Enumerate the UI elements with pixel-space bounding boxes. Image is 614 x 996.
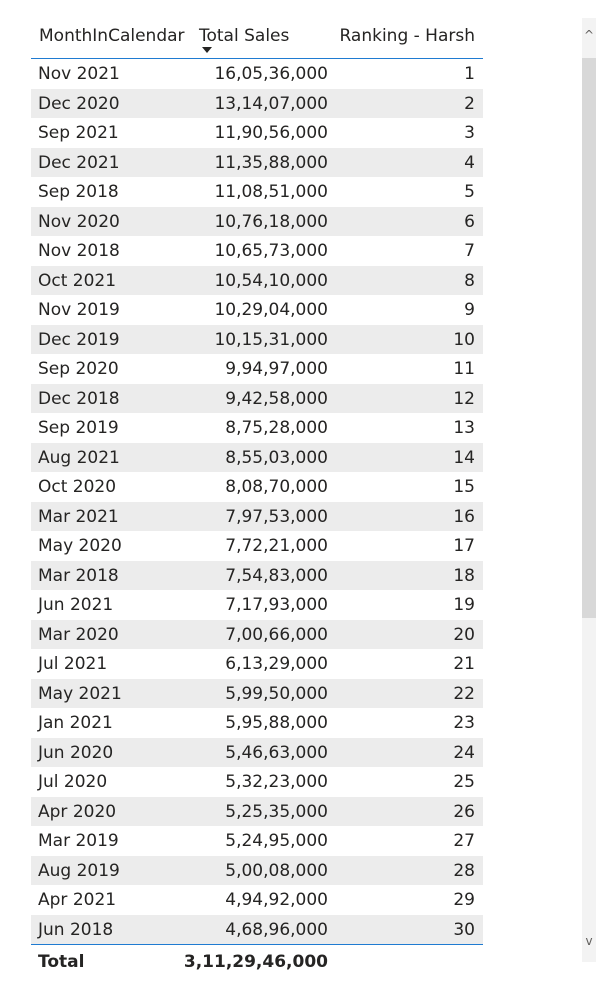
cell-ranking: 16 xyxy=(453,506,475,527)
table-row[interactable] xyxy=(31,148,483,178)
table-body xyxy=(31,59,483,944)
cell-ranking: 7 xyxy=(464,241,475,261)
table-row[interactable] xyxy=(31,885,483,915)
cell-total-sales: 16,05,36,000 xyxy=(214,64,328,84)
cell-ranking: 25 xyxy=(453,772,475,792)
cell-month: Oct 2021 xyxy=(38,270,117,291)
table-total-row xyxy=(31,944,483,977)
cell-ranking: 8 xyxy=(464,270,475,291)
cell-month: Nov 2018 xyxy=(38,241,120,261)
table-row[interactable] xyxy=(31,354,483,384)
cell-total-sales: 5,95,88,000 xyxy=(225,713,328,733)
cell-ranking: 24 xyxy=(453,742,475,763)
cell-month: Dec 2020 xyxy=(38,93,120,114)
cell-total-sales: 10,29,04,000 xyxy=(214,300,328,320)
table-row[interactable] xyxy=(31,325,483,355)
cell-total-sales: 4,94,92,000 xyxy=(225,890,328,910)
cell-month: Dec 2021 xyxy=(38,152,120,173)
table-row[interactable] xyxy=(31,472,483,502)
table-row[interactable] xyxy=(31,561,483,591)
table-row[interactable] xyxy=(31,856,483,886)
cell-total-sales: 5,25,35,000 xyxy=(225,801,328,822)
table-row[interactable] xyxy=(31,207,483,237)
cell-ranking: 18 xyxy=(453,565,475,586)
cell-total-sales: 7,72,21,000 xyxy=(225,536,328,556)
cell-ranking: 22 xyxy=(453,683,475,704)
cell-total-sales: 5,99,50,000 xyxy=(225,683,328,704)
cell-ranking: 9 xyxy=(464,300,475,320)
cell-month: Mar 2018 xyxy=(38,565,119,586)
cell-total-sales: 8,55,03,000 xyxy=(225,447,328,468)
table-row[interactable] xyxy=(31,531,483,561)
cell-month: Mar 2020 xyxy=(38,624,119,645)
cell-month: Sep 2021 xyxy=(38,123,119,143)
cell-total-sales: 10,54,10,000 xyxy=(214,270,328,291)
cell-month: Nov 2020 xyxy=(38,211,120,232)
table-row[interactable] xyxy=(31,649,483,679)
cell-total-sales: 6,13,29,000 xyxy=(225,654,328,674)
cell-month: Nov 2021 xyxy=(38,64,120,84)
cell-month: Jan 2021 xyxy=(38,713,113,733)
table-row[interactable] xyxy=(31,767,483,797)
cell-month: Sep 2019 xyxy=(38,418,119,438)
cell-month: Nov 2019 xyxy=(38,300,120,320)
cell-total-sales: 11,08,51,000 xyxy=(214,182,328,202)
cell-ranking: 23 xyxy=(453,713,475,733)
cell-month: Jun 2020 xyxy=(38,742,114,763)
table-row[interactable] xyxy=(31,266,483,296)
table-row[interactable] xyxy=(31,679,483,709)
table-row[interactable] xyxy=(31,118,483,148)
sort-descending-icon[interactable] xyxy=(202,47,212,53)
table-row[interactable] xyxy=(31,443,483,473)
cell-ranking: 20 xyxy=(453,624,475,645)
cell-ranking: 30 xyxy=(453,919,475,940)
table-row[interactable] xyxy=(31,826,483,856)
cell-month: Aug 2021 xyxy=(38,447,120,468)
cell-ranking: 19 xyxy=(453,595,475,615)
cell-ranking: 29 xyxy=(453,890,475,910)
cell-total-sales: 11,90,56,000 xyxy=(214,123,328,143)
table-row[interactable] xyxy=(31,236,483,266)
cell-ranking: 2 xyxy=(464,93,475,114)
cell-month: Jul 2020 xyxy=(38,772,108,792)
cell-month: Sep 2018 xyxy=(38,182,119,202)
scrollbar-thumb[interactable] xyxy=(582,58,596,618)
cell-month: Dec 2019 xyxy=(38,329,120,350)
total-sales-value: 3,11,29,46,000 xyxy=(183,952,328,972)
cell-ranking: 26 xyxy=(453,801,475,822)
cell-ranking: 12 xyxy=(453,388,475,409)
cell-month: Mar 2021 xyxy=(38,506,119,527)
table-row[interactable] xyxy=(31,177,483,207)
cell-month: May 2020 xyxy=(38,536,122,556)
cell-total-sales: 5,24,95,000 xyxy=(225,831,328,851)
cell-total-sales: 7,17,93,000 xyxy=(225,595,328,615)
cell-ranking: 1 xyxy=(464,64,475,84)
cell-total-sales: 9,42,58,000 xyxy=(225,388,328,409)
cell-month: Oct 2020 xyxy=(38,477,117,497)
table-row[interactable] xyxy=(31,384,483,414)
cell-ranking: 5 xyxy=(464,182,475,202)
cell-month: Jun 2021 xyxy=(38,595,114,615)
cell-total-sales: 11,35,88,000 xyxy=(214,152,328,173)
vertical-scrollbar[interactable] xyxy=(582,18,596,962)
cell-month: Jul 2021 xyxy=(38,654,108,674)
table-row[interactable] xyxy=(31,89,483,119)
table-row[interactable] xyxy=(31,413,483,443)
cell-total-sales: 5,46,63,000 xyxy=(225,742,328,763)
cell-ranking: 6 xyxy=(464,211,475,232)
cell-total-sales: 13,14,07,000 xyxy=(214,93,328,114)
cell-ranking: 4 xyxy=(464,152,475,173)
total-label: Total xyxy=(38,952,85,972)
cell-ranking: 15 xyxy=(453,477,475,497)
cell-ranking: 11 xyxy=(453,359,475,379)
cell-ranking: 3 xyxy=(464,123,475,143)
cell-month: Apr 2021 xyxy=(38,890,117,910)
scroll-down-icon[interactable]: v xyxy=(585,934,593,948)
table-row[interactable] xyxy=(31,738,483,768)
cell-total-sales: 7,00,66,000 xyxy=(225,624,328,645)
table-row[interactable] xyxy=(31,620,483,650)
table-row[interactable] xyxy=(31,708,483,738)
cell-month: Apr 2020 xyxy=(38,801,117,822)
cell-month: Dec 2018 xyxy=(38,388,120,409)
cell-total-sales: 4,68,96,000 xyxy=(225,919,328,940)
cell-total-sales: 10,76,18,000 xyxy=(214,211,328,232)
column-header-ranking[interactable]: Ranking - Harsh xyxy=(339,26,475,46)
table-row[interactable] xyxy=(31,59,483,89)
cell-total-sales: 7,54,83,000 xyxy=(225,565,328,586)
cell-ranking: 28 xyxy=(453,860,475,881)
cell-total-sales: 8,08,70,000 xyxy=(225,477,328,497)
cell-month: Aug 2019 xyxy=(38,860,120,881)
cell-month: May 2021 xyxy=(38,683,122,704)
cell-total-sales: 8,75,28,000 xyxy=(225,418,328,438)
cell-month: Sep 2020 xyxy=(38,359,119,379)
cell-total-sales: 10,15,31,000 xyxy=(214,329,328,350)
cell-ranking: 17 xyxy=(453,536,475,556)
sales-ranking-table xyxy=(31,18,483,977)
cell-total-sales: 5,00,08,000 xyxy=(225,860,328,881)
column-header-month[interactable]: MonthInCalendar xyxy=(39,26,185,46)
cell-total-sales: 10,65,73,000 xyxy=(214,241,328,261)
cell-total-sales: 5,32,23,000 xyxy=(225,772,328,792)
column-header-total-sales[interactable]: Total Sales xyxy=(199,26,290,46)
cell-ranking: 27 xyxy=(453,831,475,851)
cell-ranking: 13 xyxy=(453,418,475,438)
cell-month: Jun 2018 xyxy=(38,919,114,940)
table-row[interactable] xyxy=(31,915,483,945)
cell-ranking: 21 xyxy=(453,654,475,674)
cell-ranking: 10 xyxy=(453,329,475,350)
table-row[interactable] xyxy=(31,797,483,827)
table-row[interactable] xyxy=(31,295,483,325)
scroll-up-icon[interactable]: ^ xyxy=(583,28,595,42)
table-header xyxy=(31,18,483,59)
cell-month: Mar 2019 xyxy=(38,831,119,851)
cell-total-sales: 7,97,53,000 xyxy=(225,506,328,527)
table-row[interactable] xyxy=(31,590,483,620)
table-row[interactable] xyxy=(31,502,483,532)
cell-total-sales: 9,94,97,000 xyxy=(225,359,328,379)
cell-ranking: 14 xyxy=(453,447,475,468)
